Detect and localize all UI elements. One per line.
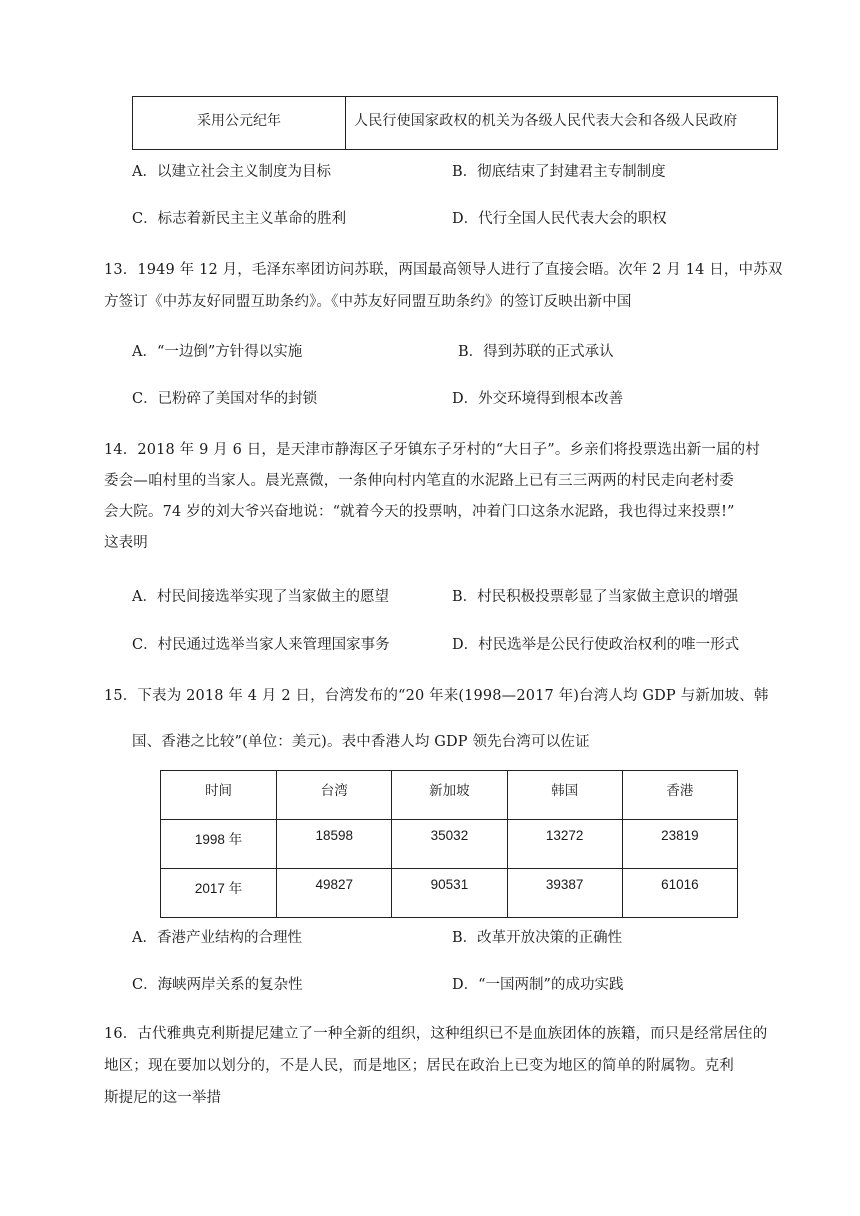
q14-option-b[interactable]: B．村民积极投票彰显了当家做主意识的增强 (452, 589, 739, 605)
q12-option-a[interactable]: A．以建立社会主义制度为目标 (132, 164, 331, 180)
table-cell: 采用公元纪年 (133, 97, 346, 150)
table-cell: 90531 (392, 869, 507, 918)
q16-stem-line: 地区；现在要加以划分的，不是人民，而是地区；居民在政治上已变为地区的简单的附属物。克利 (104, 1058, 734, 1074)
table-header-cell: 台湾 (277, 771, 392, 820)
q15-option-b[interactable]: B．改革开放决策的正确性 (452, 930, 623, 946)
q13-option-d[interactable]: D．外交环境得到根本改善 (452, 391, 624, 407)
gdp-comparison-table (160, 770, 738, 918)
table-cell: 49827 (277, 869, 392, 918)
table-row (133, 97, 778, 150)
table-cell: 1998 年 (161, 820, 277, 869)
table-header-cell: 香港 (622, 771, 737, 820)
q15-stem-line: 15．下表为 2018 年 4 月 2 日，台湾发布的“20 年来(1998—2017 年)台湾人均 GDP 与新加坡、韩 (104, 688, 769, 704)
table-row (161, 820, 738, 869)
q14-stem-line: 会大院。74 岁的刘大爷兴奋地说：“就着今天的投票呐，冲着门口这条水泥路，我也得过来投票!” (104, 504, 735, 520)
q12-option-c[interactable]: C．标志着新民主主义革命的胜利 (132, 211, 347, 227)
table-row (161, 869, 738, 918)
q13-stem-line: 13．1949 年 12 月，毛泽东率团访问苏联，两国最高领导人进行了直接会晤。次年 2 月 14 日，中苏双 (104, 262, 783, 278)
q13-option-c[interactable]: C．已粉碎了美国对华的封锁 (132, 391, 318, 407)
q13-stem-line: 方签订《中苏友好同盟互助条约》。《中苏友好同盟互助条约》的签订反映出新中国 (104, 294, 632, 310)
q13-option-a[interactable]: A．“一边倒”方针得以实施 (132, 344, 303, 360)
table-cell: 18598 (277, 820, 392, 869)
table-header-cell: 时间 (161, 771, 277, 820)
q15-stem-line: 国、香港之比较”(单位：美元)。表中香港人均 GDP 领先台湾可以佐证 (132, 734, 590, 750)
table-cell: 2017 年 (161, 869, 277, 918)
q15-option-c[interactable]: C．海峡两岸关系的复杂性 (132, 977, 303, 993)
table-header-cell: 韩国 (507, 771, 622, 820)
q12-comparison-table (132, 96, 778, 150)
q14-stem-line: 14．2018 年 9 月 6 日，是天津市静海区子牙镇东子牙村的“大日子”。乡亲们将投票选出新一届的村 (104, 442, 760, 458)
table-header-cell: 新加坡 (392, 771, 507, 820)
q13-option-b[interactable]: B．得到苏联的正式承认 (458, 344, 614, 360)
q14-stem-line: 这表明 (104, 535, 148, 551)
q14-option-d[interactable]: D．村民选举是公民行使政治权利的唯一形式 (452, 637, 740, 653)
q16-stem-line: 斯提尼的这一举措 (104, 1090, 222, 1106)
q12-option-b[interactable]: B．彻底结束了封建君主专制制度 (452, 164, 666, 180)
table-cell: 61016 (622, 869, 737, 918)
q12-option-d[interactable]: D．代行全国人民代表大会的职权 (452, 211, 667, 227)
table-cell: 人民行使国家政权的机关为各级人民代表大会和各级人民政府 (346, 97, 778, 150)
q14-option-c[interactable]: C．村民通过选举当家人来管理国家事务 (132, 637, 390, 653)
table-cell: 13272 (507, 820, 622, 869)
table-header-row (161, 771, 738, 820)
table-cell: 39387 (507, 869, 622, 918)
table-cell: 23819 (622, 820, 737, 869)
q14-stem-line: 委会—咱村里的当家人。晨光熹微，一条伸向村内笔直的水泥路上已有三三两两的村民走向老村委 (104, 473, 734, 489)
table-cell: 35032 (392, 820, 507, 869)
q14-option-a[interactable]: A．村民间接选举实现了当家做主的愿望 (132, 589, 389, 605)
q15-option-d[interactable]: D．“一国两制”的成功实践 (452, 977, 624, 993)
q16-stem-line: 16．古代雅典克利斯提尼建立了一种全新的组织，这种组织已不是血族团体的族籍，而只是经常居住的 (104, 1026, 768, 1042)
q15-option-a[interactable]: A．香港产业结构的合理性 (132, 930, 302, 946)
